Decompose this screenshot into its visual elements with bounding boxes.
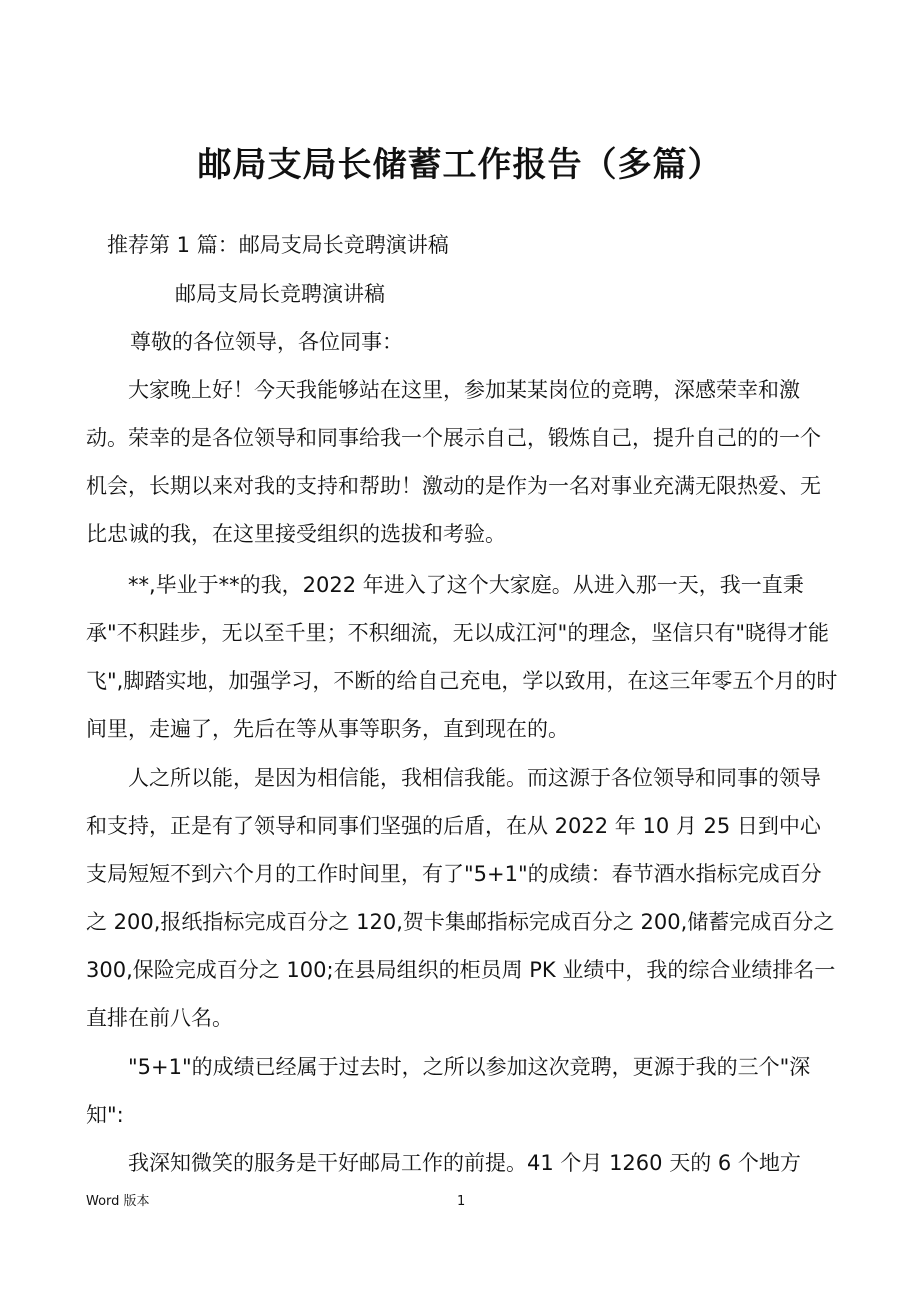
recommend-heading: 推荐第 1 篇：邮局支局长竞聘演讲稿 [107,233,449,257]
paragraph-3: 人之所以能，是因为相信能，我相信我能。而这源于各位领导和同事的领导和支持，正是有了领导和同事们坚强的后盾，在从 2022 年 10 月 25 日到中心支局短短不到六个月的工作时间里，有了"5+1"的成绩：春节酒水指标完成百分之 200,报纸指标完成百分之 120,贺卡集邮指标完成百分之 200,储蓄完成百分之 300,保险完成百分之 100;在县局组织的柜员周 PK 业绩中，我的综合业绩排名一直排在前八名。 [86,766,836,1030]
paragraph-5: 我深知微笑的服务是干好邮局工作的前提。41 个月 1260 天的 6 个地方 [128,1151,801,1175]
footer-word-version: Word 版本 [86,1194,150,1209]
footer-page-number: 1 [457,1194,466,1209]
paragraph-1: 大家晚上好！今天我能够站在这里，参加某某岗位的竞聘，深感荣幸和激动。荣幸的是各位领导和同事给我一个展示自己，锻炼自己，提升自己的的一个机会，长期以来对我的支持和帮助！激动的是作为一名对事业充满无限热爱、无比忠诚的我，在这里接受组织的选拔和考验。 [86,378,821,546]
paragraph-2: **,毕业于**的我，2022 年进入了这个大家庭。从进入那一天，我一直秉承"不积跬步，无以至千里；不积细流，无以成江河"的理念，坚信只有"晓得才能飞",脚踏实地，加强学习，不断的给自己充电，学以致用，在这三年零五个月的时间里，走遍了，先后在等从事等职务，直到现在的。 [86,573,838,741]
document-title: 邮局支局长储蓄工作报告（多篇） [197,145,723,185]
speech-subtitle: 邮局支局长竞聘演讲稿 [175,282,385,306]
salutation: 尊敬的各位领导，各位同事： [130,330,403,354]
paragraph-4: "5+1"的成绩已经属于过去时，之所以参加这次竞聘，更源于我的三个"深知": [86,1055,811,1127]
